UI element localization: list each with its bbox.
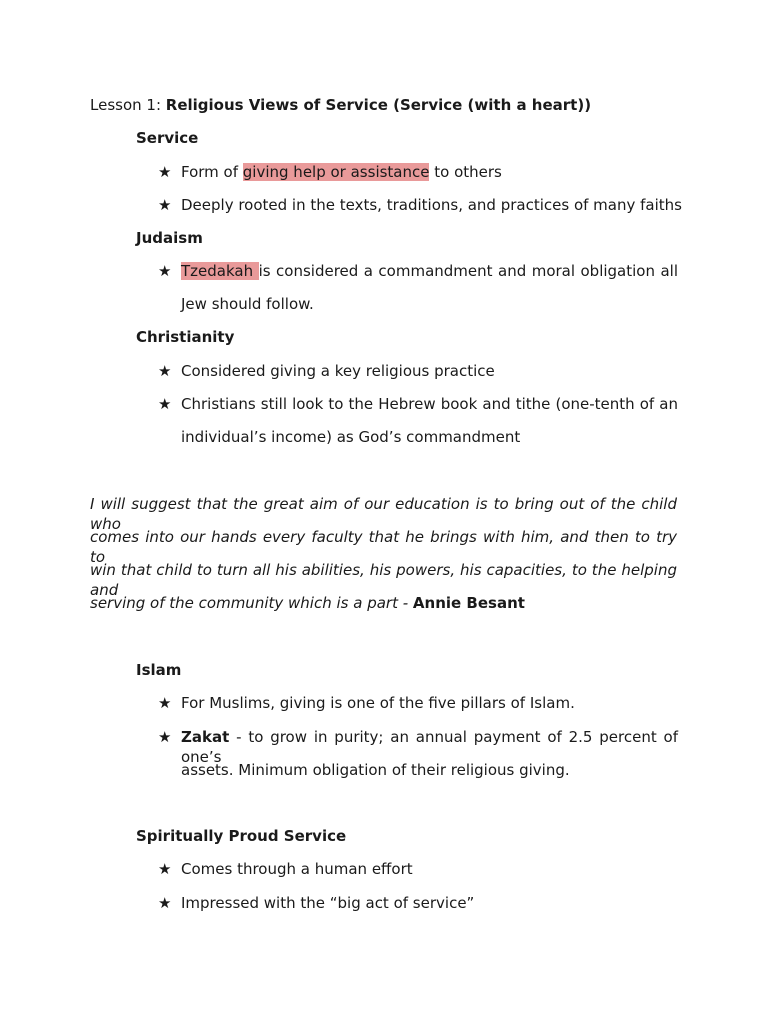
islam-bullet-1: For Muslims, giving is one of the five pillars of Islam. bbox=[181, 694, 575, 712]
quote-line-2: comes into our hands every faculty that he brings with him, and then to try to bbox=[90, 528, 677, 566]
star-bullet-icon: ★ bbox=[158, 196, 172, 214]
lesson-title-text: Religious Views of Service (Service (with a heart)) bbox=[165, 96, 592, 114]
quote-line-1: I will suggest that the great aim of our education is to bring out of the child who bbox=[90, 495, 677, 533]
quote-line-4 bbox=[90, 593, 677, 613]
highlighted-text: giving help or assistance bbox=[242, 163, 430, 181]
islam-heading: Islam bbox=[136, 661, 182, 679]
quote-line-3: win that child to turn all his abilities, his powers, his capacities, to the helping and bbox=[90, 561, 677, 599]
christianity-bullet-2-line-1: Christians still look to the Hebrew book and tithe (one-tenth of an bbox=[181, 395, 678, 413]
service-bullet-1 bbox=[181, 162, 502, 182]
christianity-heading: Christianity bbox=[136, 328, 235, 346]
christianity-bullet-1: Considered giving a key religious practice bbox=[181, 362, 495, 380]
lesson-prefix: Lesson 1: bbox=[90, 96, 166, 114]
star-bullet-icon: ★ bbox=[158, 262, 172, 280]
star-bullet-icon: ★ bbox=[158, 694, 172, 712]
lesson-title bbox=[90, 95, 591, 115]
bullet-text: Form of bbox=[181, 163, 243, 181]
judaism-bullet-1-line-1 bbox=[181, 261, 678, 281]
judaism-heading: Judaism bbox=[136, 229, 203, 247]
islam-bullet-2-line-2: assets. Minimum obligation of their religious giving. bbox=[181, 761, 570, 779]
quote-text: serving of the community which is a part - bbox=[90, 594, 413, 612]
zakat-term: Zakat bbox=[181, 728, 230, 746]
star-bullet-icon: ★ bbox=[158, 860, 172, 878]
star-bullet-icon: ★ bbox=[158, 362, 172, 380]
bullet-text: - to grow in purity; an annual payment of 2.5 percent of one’s bbox=[181, 728, 678, 766]
spiritually-proud-heading: Spiritually Proud Service bbox=[136, 827, 347, 845]
christianity-bullet-2-line-2: individual’s income) as God’s commandment bbox=[181, 428, 521, 446]
star-bullet-icon: ★ bbox=[158, 728, 172, 746]
service-bullet-2: Deeply rooted in the texts, traditions, and practices of many faiths bbox=[181, 196, 682, 214]
judaism-bullet-1-line-2: Jew should follow. bbox=[181, 295, 314, 313]
spiritually-proud-bullet-1: Comes through a human effort bbox=[181, 860, 413, 878]
quote-author: Annie Besant bbox=[412, 594, 525, 612]
bullet-text: is considered a commandment and moral obligation all bbox=[258, 262, 678, 280]
star-bullet-icon: ★ bbox=[158, 395, 172, 413]
bullet-text: to others bbox=[429, 163, 502, 181]
star-bullet-icon: ★ bbox=[158, 163, 172, 181]
highlighted-text: Tzedakah bbox=[181, 262, 259, 280]
star-bullet-icon: ★ bbox=[158, 894, 172, 912]
spiritually-proud-bullet-2: Impressed with the “big act of service” bbox=[181, 894, 475, 912]
service-heading: Service bbox=[136, 129, 199, 147]
